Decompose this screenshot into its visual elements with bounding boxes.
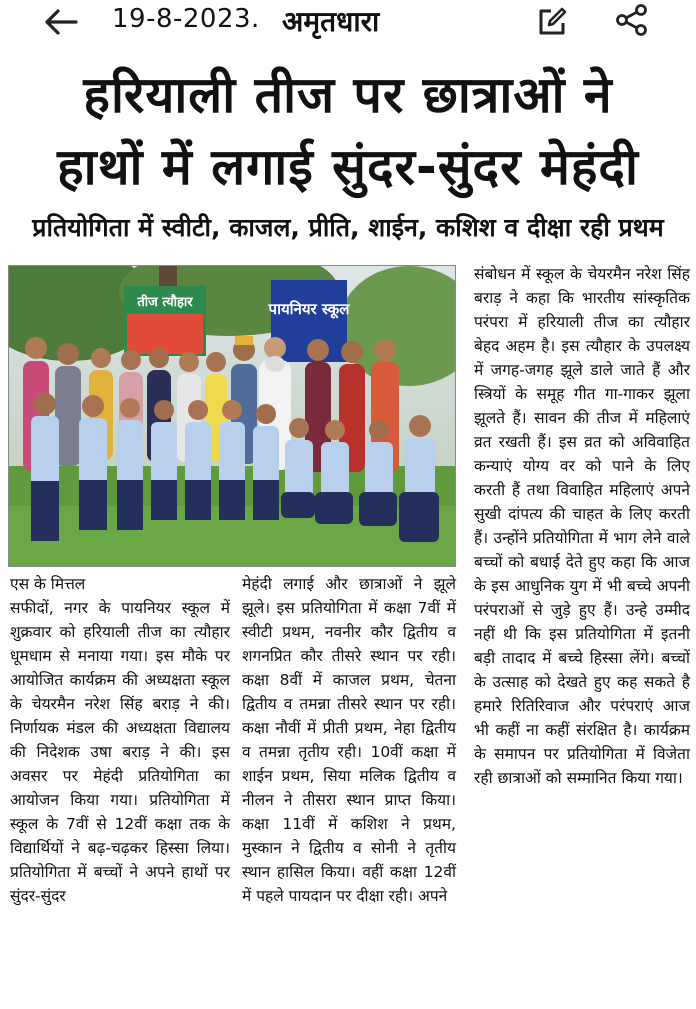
column-3-text: संबोधन में स्कूल के चेयरमैन नरेश सिंह बराड़ ने कहा कि भारतीय सांस्कृतिक परंपरा में हरियाली तीज का त्यौहार बेहद अहम है। इस त्यौहार के उपलक्ष्य में जगह-जगह झूले डाले जाते हैं और स्त्रियों के समूह गीत गा-गाकर झूला झूलते हैं। सावन की तीज में महिलाएं व्रत रखती हैं। इस व्रत को अविवाहित कन्याएं योग्य वर को पाने के लिए करती हैं तथा विवाहित महिलाएं अपने सुखी दांपत्य की चाहत के लिए करती हैं। उन्होंने प्रतियोगिता में भाग लेने वाले बच्चों को बधाई देते हुए कहा कि आज के इस आधुनिक युग में भी बच्चे अपनी परंपराओं से जुड़े हुए हैं। उन्हे उम्मीद नहीं थी कि इस प्रतियोगिता में इतनी बड़ी तादाद में बच्चे हिस्सा लेंगे। बच्चों के उत्साह को देखते हुए कह सकते है हमारे रितिरिवाज और परंपराएं आज भी कहीं ना कहीं संरक्षित है। कार्यक्रम के समापन पर प्रतियोगिता में विजेता रही छात्राओं को सम्मानित किया गया।	[474, 265, 690, 787]
svg-text:पायनियर स्कूल: पायनियर स्कूल	[268, 300, 350, 318]
edit-icon[interactable]	[530, 2, 574, 42]
article-column-1	[10, 572, 230, 908]
article-photo	[8, 265, 456, 567]
headline-line-1: हरियाली तीज पर छात्राओं ने	[83, 66, 613, 124]
back-arrow-icon[interactable]	[38, 2, 84, 42]
share-icon[interactable]	[610, 0, 654, 40]
article-column-2	[242, 572, 456, 908]
byline: एस के मित्तल	[10, 575, 86, 593]
publication-name: अमृतधारा	[282, 5, 380, 38]
top-toolbar	[0, 0, 696, 46]
subheadline: प्रतियोगिता में स्वीटी, काजल, प्रीति, शाईन, कशिश व दीक्षा रही प्रथम	[32, 213, 664, 242]
article-column-3	[474, 262, 690, 790]
banner-teej	[124, 286, 206, 356]
column-1-text: सफीदों, नगर के पायनियर स्कूल में शुक्रवार को हरियाली तीज का त्यौहार धूमधाम से मनाया गया। इस मौके पर आयोजित कार्यक्रम की अध्यक्षता स्कूल के चेयरमैन नरेश सिंह बराड़ ने की। निर्णायक मंडल की अध्यक्षता विद्यालय की निदेशक उषा बराड़ ने की। इस अवसर पर मेहंदी प्रतियोगिता का आयोजन किया गया। प्रतियोगिता में स्कूल के 7वीं से 12वीं कक्षा तक के विद्यार्थियों ने बढ़-चढ़कर हिस्सा लिया। प्रतियोगिता में बच्चों ने अपने हाथों पर सुंदर-सुंदर	[10, 599, 230, 905]
svg-text:तीज त्यौहार: तीज त्यौहार	[137, 295, 193, 310]
date-text: 19-8-2023.	[112, 4, 260, 34]
column-2-text: मेहंदी लगाई और छात्राओं ने झूले झूले। इस प्रतियोगिता में कक्षा 7वीं में स्वीटी प्रथम, नवनीर कौर द्वितीय व शगनप्रित कौर तीसरे स्थान पर रही। कक्षा 8वीं में काजल प्रथम, चेतना द्वितीय व तमन्ना तीसरे स्थान पर रही। कक्षा नौवीं में प्रीती प्रथम, नेहा द्वितीय व तमन्ना तृतीय रही। 10वीं कक्षा में शाईन प्रथम, सिया मलिक द्वितीय व नीलन ने तीसरा स्थान प्राप्त किया। कक्षा 11वीं में कशिश ने प्रथम, मुस्कान ने द्वितीय व सोनी ने तृतीय स्थान हासिल किया। वहीं कक्षा 12वीं में पहले पायदान पर दीक्षा रही। अपने	[242, 575, 456, 905]
headline-line-2: हाथों में लगाई सुंदर-सुंदर मेहंदी	[57, 138, 639, 196]
